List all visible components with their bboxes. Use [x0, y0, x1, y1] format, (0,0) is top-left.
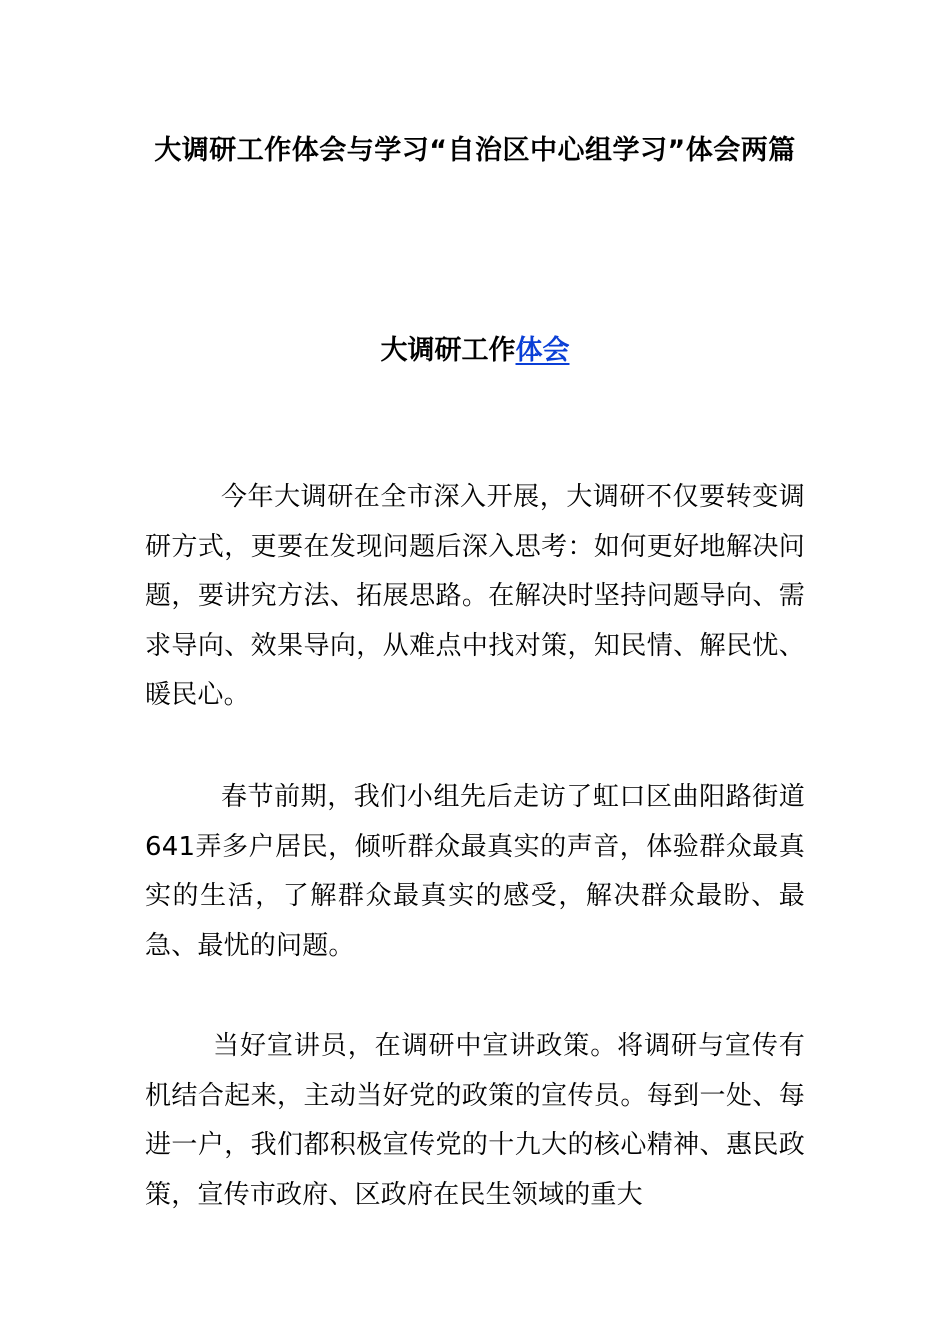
paragraph-3: 当好宣讲员，在调研中宣讲政策。将调研与宣传有机结合起来，主动当好党的政策的宣传员。每到一处、每进一户，我们都积极宣传党的十九大的核心精神、惠民政策，宣传市政府、区政府在民生领域的重大	[145, 1031, 805, 1210]
section-heading-link[interactable]: 体会	[515, 335, 570, 366]
section-heading-text: 大调研工作	[380, 335, 516, 366]
section-heading	[140, 328, 810, 374]
paragraph-1: 今年大调研在全市深入开展，大调研不仅要转变调研方式，更要在发现问题后深入思考：如何更好地解决问题，要讲究方法、拓展思路。在解决时坚持问题导向、需求导向、效果导向，从难点中找对策，知民情、解民忧、暖民心。	[145, 482, 805, 710]
document-title: 大调研工作体会与学习“自治区中心组学习”体会两篇	[154, 135, 796, 166]
paragraph-2: 春节前期，我们小组先后走访了虹口区曲阳路街道641弄多户居民，倾听群众最真实的声音，体验群众最真实的生活，了解群众最真实的感受，解决群众最盼、最急、最忧的问题。	[145, 782, 805, 961]
